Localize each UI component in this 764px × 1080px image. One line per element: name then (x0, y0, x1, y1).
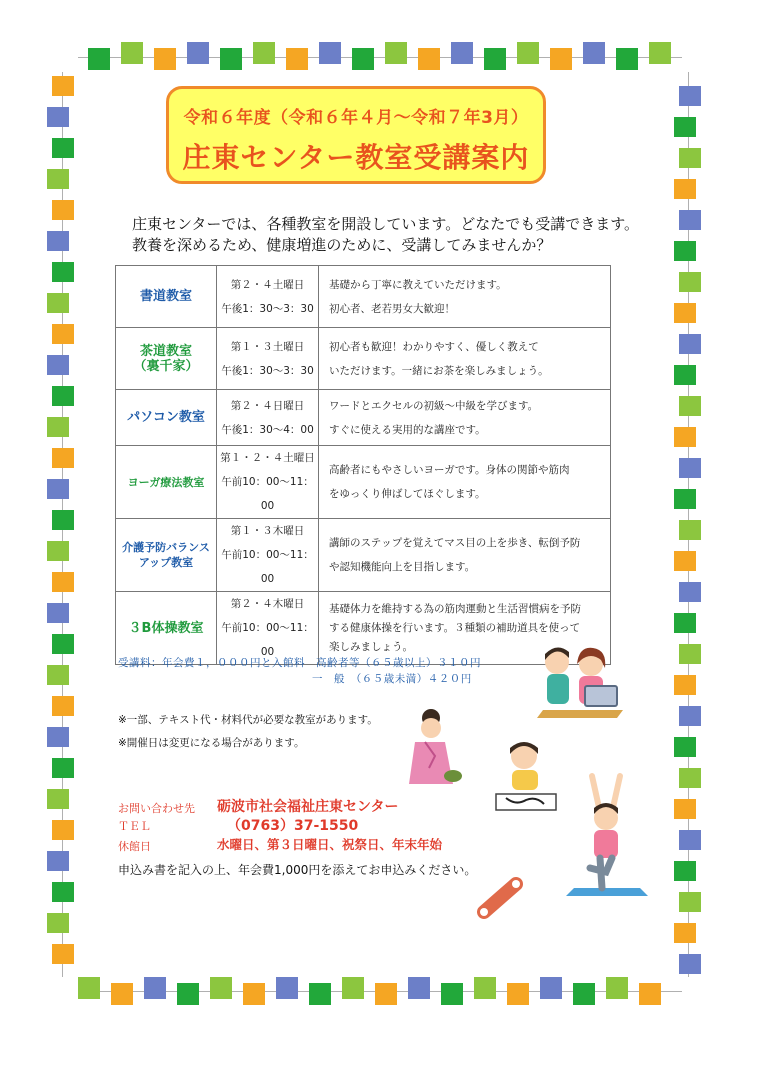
border-square (47, 541, 69, 561)
class-row (116, 266, 611, 328)
border-square (52, 696, 74, 716)
class-description-line: する健康体操を行います。３種類の補助道具を使って (329, 621, 581, 634)
border-square (441, 983, 463, 1005)
class-row (116, 446, 611, 519)
class-time: 午前10：00～11：00 (221, 476, 314, 512)
border-square (616, 48, 638, 70)
border-square (385, 42, 407, 64)
class-schedule-cell (217, 390, 319, 446)
class-schedule-cell (217, 328, 319, 390)
class-name-sub: アップ教室 (138, 556, 194, 569)
class-schedule-cell (217, 592, 319, 665)
class-description-line: や認知機能向上を目指します。 (329, 561, 476, 573)
class-description-line: 楽しみましょう。 (329, 640, 413, 653)
border-square (679, 830, 701, 850)
border-square (154, 48, 176, 70)
border-square (639, 983, 661, 1005)
class-name: 書道教室 (139, 289, 192, 304)
border-square (674, 861, 696, 881)
border-square (674, 427, 696, 447)
class-description-cell (319, 390, 611, 446)
border-square (276, 977, 298, 999)
border-square (47, 913, 69, 933)
class-day: 第１・３木曜日 (230, 525, 305, 537)
border-square (47, 665, 69, 685)
border-square (674, 117, 696, 137)
border-square (52, 262, 74, 282)
border-square (47, 293, 69, 313)
class-time: 午後1：30～3：30 (221, 364, 314, 377)
fee-line-1: 受講料：年会費１，０００円と入館料 高齢者等（６５歳以上）３１０円 (118, 657, 481, 669)
class-day: 第２・４日曜日 (230, 399, 305, 412)
border-square (679, 458, 701, 478)
border-square (52, 386, 74, 406)
border-square (606, 977, 628, 999)
border-square (52, 200, 74, 220)
border-square (674, 799, 696, 819)
class-name: ３B体操教室 (128, 620, 204, 636)
closed-value: 水曜日、第３日曜日、祝祭日、年末年始 (217, 837, 443, 852)
class-time: 午後1：30～4：00 (221, 423, 314, 436)
border-square (674, 737, 696, 757)
class-row (116, 519, 611, 592)
class-day: 第２・４土曜日 (230, 278, 305, 291)
border-square (679, 892, 701, 912)
border-square (679, 86, 701, 106)
class-description-cell (319, 446, 611, 519)
border-square (679, 396, 701, 416)
border-square (679, 148, 701, 168)
class-name-cell (116, 446, 217, 519)
class-schedule-cell (217, 446, 319, 519)
border-square (253, 42, 275, 64)
border-square (517, 42, 539, 64)
class-description-line: すぐに使える実用的な講座です。 (329, 423, 486, 436)
class-description-line: 講師のステップを覚えてマス目の上を歩き、転倒予防 (329, 537, 581, 549)
inquiry-label: お問い合わせ先 (118, 802, 195, 815)
border-square (674, 179, 696, 199)
border-square (573, 983, 595, 1005)
application-instructions: 申込み書を記入の上、年会費1,000円を添えてお申込みください。 (118, 863, 477, 877)
border-square (78, 977, 100, 999)
tel-value: （0763）37-1550 (227, 818, 359, 834)
border-square (47, 107, 69, 127)
border-square (674, 613, 696, 633)
border-square (674, 489, 696, 509)
border-square (550, 48, 572, 70)
border-square (52, 758, 74, 778)
border-square (674, 303, 696, 323)
class-row (116, 390, 611, 446)
class-description-line: 基礎体力を維持する為の筋肉運動と生活習慣病を予防 (329, 602, 581, 615)
border-square (540, 977, 562, 999)
class-description-line: をゆっくり伸ばしてほぐします。 (329, 488, 486, 500)
class-name-cell (116, 266, 217, 328)
border-square (309, 983, 331, 1005)
border-square (319, 42, 341, 64)
border-square (352, 48, 374, 70)
border-square (52, 138, 74, 158)
border-square (679, 520, 701, 540)
class-description-line: 初心者、老若男女大歓迎！ (329, 302, 455, 315)
border-square (47, 789, 69, 809)
border-square (177, 983, 199, 1005)
tea-ceremony-illustration (405, 706, 465, 788)
class-day: 第２・４木曜日 (230, 598, 305, 610)
border-square (52, 882, 74, 902)
border-square (210, 977, 232, 999)
border-square (679, 644, 701, 664)
closed-label: 休館日 (118, 840, 151, 853)
border-square (418, 48, 440, 70)
class-description-cell (319, 519, 611, 592)
border-square (679, 334, 701, 354)
title-banner (166, 86, 546, 184)
intro-line-1: 庄東センターでは、各種教室を開設しています。どなたでも受講できます。 (132, 215, 640, 233)
border-square (47, 603, 69, 623)
calligraphy-illustration (492, 738, 558, 814)
border-square (679, 706, 701, 726)
class-name-cell (116, 519, 217, 592)
border-square (674, 551, 696, 571)
border-square (674, 241, 696, 261)
border-square (121, 42, 143, 64)
border-square (47, 355, 69, 375)
border-square (649, 42, 671, 64)
border-square (47, 417, 69, 437)
border-square (679, 954, 701, 974)
border-square (52, 76, 74, 96)
class-description-line: ワードとエクセルの初級～中級を学びます。 (329, 399, 539, 412)
border-square (52, 324, 74, 344)
computer-class-illustration (535, 640, 627, 718)
tel-label: ＴＥＬ (118, 820, 151, 833)
border-square (52, 944, 74, 964)
class-schedule-cell (217, 519, 319, 592)
border-square (679, 210, 701, 230)
border-square (674, 923, 696, 943)
class-time: 午後1：30～3：30 (221, 302, 314, 315)
border-square (111, 983, 133, 1005)
border-square (144, 977, 166, 999)
page-title: 庄東センター教室受講案内 (182, 141, 530, 174)
class-description-line: 基礎から丁寧に教えていただけます。 (329, 278, 507, 291)
border-square (52, 448, 74, 468)
note-2: ※開催日は変更になる場合があります。 (118, 737, 305, 749)
border-square (679, 272, 701, 292)
border-square (375, 983, 397, 1005)
border-square (342, 977, 364, 999)
border-square (52, 510, 74, 530)
class-description-line: 高齢者にもやさしいヨーガです。身体の関節や筋肉 (329, 464, 570, 476)
border-square (474, 977, 496, 999)
border-square (52, 634, 74, 654)
class-description-cell (319, 266, 611, 328)
border-square (88, 48, 110, 70)
class-name: ヨーガ療法教室 (127, 475, 205, 489)
inquiry-value: 砺波市社会福祉庄東センター (217, 799, 399, 815)
border-square (507, 983, 529, 1005)
border-square (47, 231, 69, 251)
class-time: 午前10：00～11：00 (221, 549, 314, 585)
class-table (115, 265, 611, 665)
class-description-line: いただけます。一緒にお茶を楽しみましょう。 (329, 364, 549, 377)
border-square (451, 42, 473, 64)
fee-line-2: 一 般 （６５歳未満）４２０円 (312, 673, 472, 685)
border-square (674, 675, 696, 695)
intro-text (132, 214, 639, 256)
border-square (52, 820, 74, 840)
fiscal-period: 令和６年度（令和６年４月～令和７年3月） (183, 108, 529, 128)
class-name: 茶道教室 (139, 343, 192, 359)
class-time: 午前10：00～11：00 (221, 622, 314, 658)
class-schedule-cell (217, 266, 319, 328)
exercise-ring-illustration (470, 872, 532, 924)
border-square (484, 48, 506, 70)
border-square (679, 768, 701, 788)
border-square (286, 48, 308, 70)
class-name-cell (116, 390, 217, 446)
yoga-illustration (560, 772, 652, 902)
intro-line-2: 教養を深めるため、健康増進のために、受講してみませんか？ (132, 236, 552, 254)
border-square (674, 365, 696, 385)
class-day: 第１・２・４土曜日 (220, 452, 315, 464)
border-square (52, 572, 74, 592)
class-name: パソコン教室 (127, 410, 205, 425)
class-day: 第１・３土曜日 (230, 340, 305, 353)
class-description-cell (319, 328, 611, 390)
border-square (408, 977, 430, 999)
border-square (47, 479, 69, 499)
class-description-line: 初心者も歓迎！わかりやすく、優しく教えて (329, 340, 539, 353)
class-row (116, 328, 611, 390)
class-name-sub: （裏千家） (133, 358, 199, 374)
class-name: 介護予防バランス (122, 541, 210, 554)
border-square (679, 582, 701, 602)
class-name-cell (116, 328, 217, 390)
note-1: ※一部、テキスト代・材料代が必要な教室があります。 (118, 714, 378, 726)
border-square (220, 48, 242, 70)
border-square (243, 983, 265, 1005)
border-square (47, 851, 69, 871)
class-name-cell (116, 592, 217, 665)
border-square (47, 169, 69, 189)
border-square (187, 42, 209, 64)
border-square (47, 727, 69, 747)
border-square (583, 42, 605, 64)
